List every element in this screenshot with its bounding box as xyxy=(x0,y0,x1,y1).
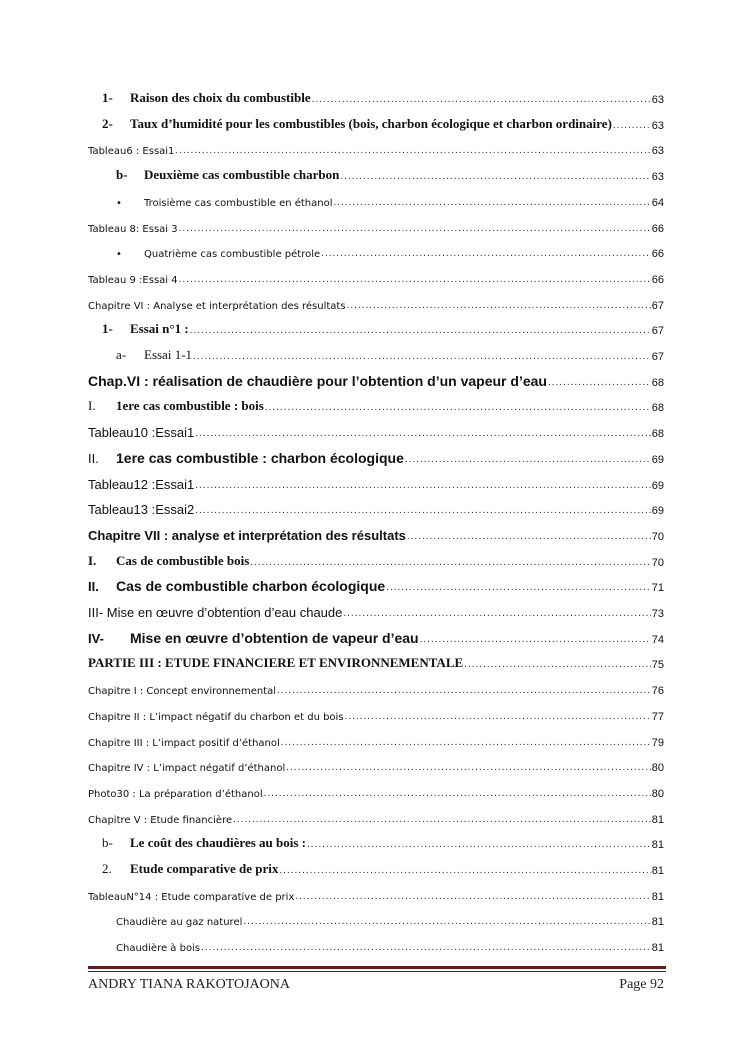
dot-leader xyxy=(175,145,650,157)
toc-entry-number: a- xyxy=(116,347,127,362)
toc-entry-page: 81 xyxy=(651,839,664,852)
toc-entry-page: 81 xyxy=(651,865,664,877)
toc-entry-number: IV- xyxy=(88,630,104,646)
toc-entry-title: PARTIE III : ETUDE FINANCIERE ET ENVIRONNEMENTALE xyxy=(88,655,464,671)
dot-leader xyxy=(347,300,651,312)
toc-entry-title: Chaudière au gaz naturel xyxy=(116,917,243,929)
dot-leader xyxy=(407,531,651,543)
toc-entry-title: Chap.VI : réalisation de chaudière pour l’obtention d’un vapeur d’eau xyxy=(88,372,547,389)
toc-entry-page: 81 xyxy=(651,916,664,929)
toc-entry-page: 68 xyxy=(651,402,664,415)
toc-entry[interactable] xyxy=(88,857,664,877)
toc-entry-title: Cas de combustible bois xyxy=(116,552,250,568)
toc-entry-page: 77 xyxy=(651,710,664,723)
toc-entry-number: b- xyxy=(102,835,113,851)
toc-entry-page: 80 xyxy=(651,787,664,800)
toc-entry-title: Tableau13 :Essai2 xyxy=(88,502,195,518)
toc-entry[interactable] xyxy=(88,394,664,414)
toc-entry-title: Chapitre III : L’impact positif d’éthanol xyxy=(88,737,280,749)
footer-rule xyxy=(88,966,666,969)
dot-leader xyxy=(264,788,651,800)
toc-entry[interactable] xyxy=(88,472,664,492)
toc-entry-title: Chapitre VI : Analyse et interprétation des résultats xyxy=(88,300,346,312)
dot-leader xyxy=(386,582,651,594)
toc-entry-title: Taux d’humidité pour les combustibles (bois, charbon écologique et charbon ordinaire) xyxy=(130,115,612,131)
toc-entry-number: II. xyxy=(88,579,99,595)
toc-entry[interactable] xyxy=(88,883,664,903)
toc-entry-page: 68 xyxy=(651,428,664,441)
toc-entry[interactable] xyxy=(88,266,664,286)
toc-entry[interactable] xyxy=(88,908,664,928)
toc-entry-title: Chaudière à bois xyxy=(116,943,201,955)
dot-leader xyxy=(179,223,651,235)
toc-entry[interactable] xyxy=(88,292,664,312)
toc-entry[interactable] xyxy=(88,137,664,157)
toc-entry-title: Chapitre I : Concept environnemental xyxy=(88,686,277,698)
dot-leader xyxy=(265,402,651,414)
toc-entry-page: 81 xyxy=(651,942,664,955)
toc-entry-page: 81 xyxy=(651,890,664,903)
toc-entry-number: 1- xyxy=(102,90,113,105)
toc-entry-page: 67 xyxy=(651,351,664,363)
toc-entry-page: 66 xyxy=(651,248,664,261)
toc-entry-page: 68 xyxy=(651,376,664,389)
toc-entry-title: Chapitre VII : analyse et interprétation des résultats xyxy=(88,527,406,543)
dot-leader xyxy=(548,377,651,389)
footer-rule-thin xyxy=(88,971,666,972)
toc-entry-page: 63 xyxy=(651,94,664,106)
toc-entry-title: Cas de combustible charbon écologique xyxy=(116,578,386,595)
toc-entry-title: Tableau 9 :Essai 4 xyxy=(88,274,178,286)
toc-entry-page: 69 xyxy=(651,479,664,492)
toc-entry[interactable] xyxy=(88,317,664,337)
toc-entry-title: Troisième cas combustible en éthanol xyxy=(144,197,333,209)
toc-entry[interactable] xyxy=(88,729,664,749)
dot-leader xyxy=(334,197,651,209)
dot-leader xyxy=(243,916,650,928)
toc-entry-title: Chapitre V : Etude financière xyxy=(88,814,233,826)
toc-entry-title: Mise en œuvre d’obtention de vapeur d’eau xyxy=(130,629,419,646)
toc-entry-title: Etude comparative de prix xyxy=(130,861,279,876)
toc-entry[interactable] xyxy=(88,240,664,260)
toc-entry-page: 64 xyxy=(651,196,664,209)
toc-entry-page: 73 xyxy=(651,608,664,620)
toc-entry-page: 79 xyxy=(651,736,664,749)
toc-entry[interactable] xyxy=(88,754,664,774)
toc-entry-title: TableauN°14 : Etude comparative de prix xyxy=(88,891,295,903)
toc-entry-title: Deuxième cas combustible charbon xyxy=(144,167,340,183)
toc-entry[interactable] xyxy=(88,600,664,620)
toc-entry-number: I. xyxy=(88,398,96,414)
dot-leader xyxy=(233,814,651,826)
toc-entry[interactable] xyxy=(88,626,664,646)
toc-entry[interactable] xyxy=(88,549,664,569)
toc-entry[interactable] xyxy=(88,703,664,723)
toc-entry-number: I. xyxy=(88,552,97,568)
dot-leader xyxy=(286,762,651,774)
dot-leader xyxy=(250,557,650,569)
toc-entry[interactable] xyxy=(88,215,664,235)
toc-entry[interactable] xyxy=(88,86,664,106)
toc-entry-page: 70 xyxy=(651,530,664,543)
dot-leader xyxy=(295,891,650,903)
toc-entry[interactable] xyxy=(88,523,664,543)
toc-entry[interactable] xyxy=(88,574,664,594)
toc-entry-page: 63 xyxy=(651,171,664,184)
dot-leader xyxy=(343,608,650,620)
toc-entry[interactable] xyxy=(88,651,664,671)
toc-entry-title: Quatrième cas combustible pétrole xyxy=(144,249,321,261)
toc-entry[interactable] xyxy=(88,343,664,363)
toc-entry[interactable] xyxy=(88,369,664,389)
toc-entry[interactable] xyxy=(88,677,664,697)
dot-leader xyxy=(307,839,651,851)
toc-entry-page: 70 xyxy=(651,556,664,569)
toc-entry-title: Essai 1-1 xyxy=(144,347,193,362)
toc-entry-page: 81 xyxy=(651,813,664,826)
toc-entry-page: 75 xyxy=(651,659,664,672)
toc-entry[interactable] xyxy=(88,189,664,209)
dot-leader xyxy=(613,120,651,132)
toc-entry-title: Tableau 8: Essai 3 xyxy=(88,223,178,235)
toc-entry[interactable] xyxy=(88,780,664,800)
toc-entry[interactable] xyxy=(88,497,664,517)
toc-entry[interactable] xyxy=(88,831,664,851)
toc-entry[interactable] xyxy=(88,446,664,466)
toc-entry-title: Tableau10 :Essai1 xyxy=(88,425,195,441)
toc-entry[interactable] xyxy=(88,112,664,132)
toc-entry-page: 69 xyxy=(651,505,664,518)
dot-leader xyxy=(405,454,651,466)
toc-entry-number: II. xyxy=(88,450,99,466)
toc-entry[interactable] xyxy=(88,806,664,826)
dot-leader xyxy=(195,505,651,517)
toc-entry-page: 71 xyxy=(651,582,664,595)
dot-leader xyxy=(312,94,651,106)
toc-entry-title: Chapitre IV : L’impact négatif d’éthanol xyxy=(88,763,286,775)
toc-entry-page: 63 xyxy=(651,119,664,132)
dot-leader xyxy=(279,865,650,877)
dot-leader xyxy=(190,325,651,337)
dot-leader xyxy=(277,685,651,697)
dot-leader xyxy=(179,274,651,286)
toc-entry-page: 67 xyxy=(651,299,664,312)
toc-entry-number: • xyxy=(116,249,122,261)
toc-entry-page: 74 xyxy=(651,633,664,646)
toc-entry-title: Tableau12 :Essai1 xyxy=(88,476,195,492)
footer-page-number: Page 92 xyxy=(619,977,664,992)
dot-leader xyxy=(420,634,651,646)
dot-leader xyxy=(340,171,650,183)
toc-entry-title: III- Mise en œuvre d’obtention d’eau chaude xyxy=(88,605,343,620)
dot-leader xyxy=(345,711,651,723)
toc-entry-page: 66 xyxy=(651,222,664,235)
dot-leader xyxy=(321,248,651,260)
toc-entry-page: 66 xyxy=(651,273,664,286)
toc-entry-number: • xyxy=(116,197,122,209)
toc-entry-title: Essai n°1 : xyxy=(130,321,189,337)
dot-leader xyxy=(281,737,651,749)
toc-entry[interactable] xyxy=(88,163,664,183)
toc-entry-number: 2. xyxy=(102,861,112,876)
toc-entry-page: 76 xyxy=(651,685,664,698)
dot-leader xyxy=(195,428,651,440)
toc-entry-number: 2- xyxy=(102,115,113,131)
toc-entry-title: 1ere cas combustible : charbon écologique xyxy=(116,449,404,466)
toc-entry-number: b- xyxy=(116,167,128,183)
toc-entry-title: Chapitre II : L’impact négatif du charbon et du bois xyxy=(88,711,344,723)
footer-author: ANDRY TIANA RAKOTOJAONA xyxy=(88,977,290,992)
toc-entry-page: 67 xyxy=(651,325,664,338)
toc-entry-title: 1ere cas combustible : bois xyxy=(116,398,264,414)
toc-entry[interactable] xyxy=(88,420,664,440)
dot-leader xyxy=(201,942,651,954)
toc-entry-title: Tableau6 : Essai1 xyxy=(88,146,175,158)
toc-entry-page: 63 xyxy=(651,145,664,158)
dot-leader xyxy=(193,351,651,363)
toc-entry-title: Le coût des chaudières au bois : xyxy=(130,835,306,851)
toc-entry-title: Raison des choix du combustible xyxy=(130,90,311,105)
toc-entry-number: 1- xyxy=(102,321,113,337)
toc-entry[interactable] xyxy=(88,934,664,954)
dot-leader xyxy=(195,480,651,492)
toc-entry-page: 80 xyxy=(651,762,664,775)
toc-entry-title: Photo30 : La préparation d’éthanol xyxy=(88,788,263,800)
dot-leader xyxy=(464,659,651,671)
toc-entry-page: 69 xyxy=(651,453,664,466)
